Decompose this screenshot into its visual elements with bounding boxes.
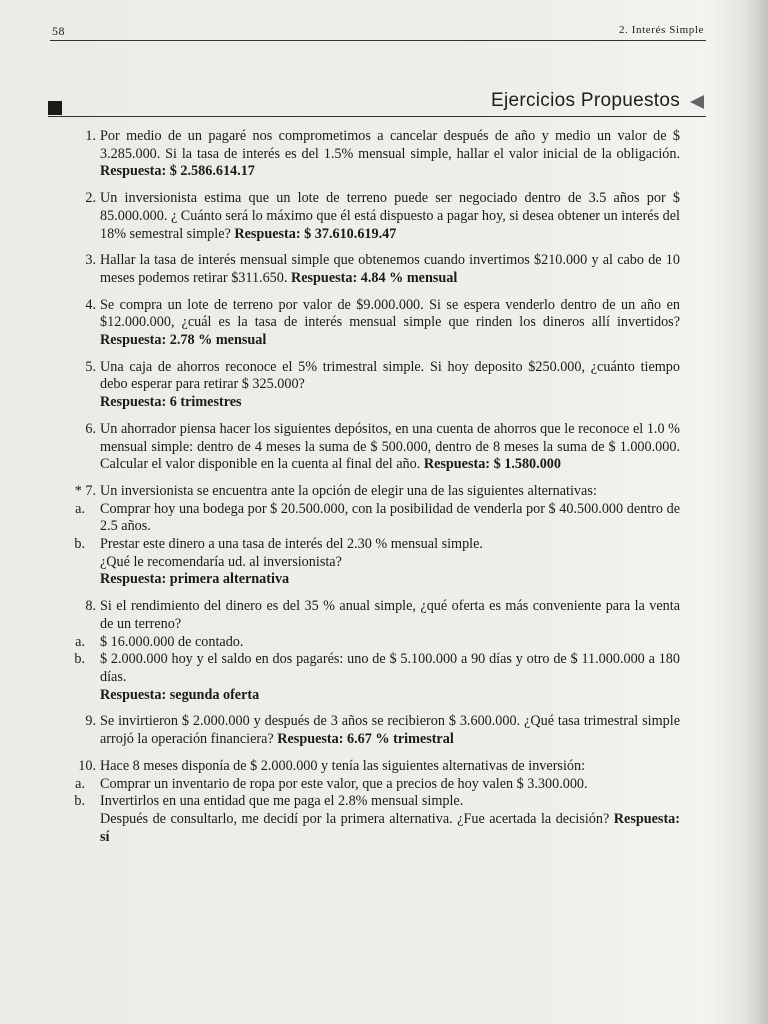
section-title: Ejercicios Propuestos: [491, 90, 680, 111]
exercise-answer: Respuesta: sí: [100, 810, 680, 845]
page-header: [50, 24, 706, 41]
exercise-item: [60, 713, 680, 748]
exercise-item: [60, 359, 680, 412]
alternative-letter: b.: [74, 793, 85, 810]
exercise-text: Se compra un lote de terreno por valor de $9.000.000. Si se espera venderlo dentro de un año en $12.000.000, ¿cuál es la tasa de interés mensual simple que rinden los dineros allí invertidos?: [100, 296, 680, 331]
exercise-number: 1.: [85, 128, 96, 144]
alternative-letter: a.: [75, 775, 85, 792]
exercise-answer: Respuesta: 6 trimestres: [100, 394, 242, 411]
exercise-item: [60, 190, 680, 243]
exercise-answer: Respuesta: 4.84 % mensual: [290, 269, 458, 286]
exercise-answer: Respuesta: primera alternativa: [100, 571, 290, 588]
chapter-title: 2. Interés Simple: [618, 24, 704, 36]
exercise-text: Se invirtieron $ 2.000.000 y después de 3 años se recibieron $ 3.600.000. ¿Qué tasa trimestral simple arrojó la operación financiera?: [100, 713, 680, 748]
alternative-item: [60, 776, 680, 794]
alternative-text: Comprar un inventario de ropa por este valor, que a precios de hoy valen $ 3.300.000.: [100, 775, 588, 792]
exercise-answer: Respuesta: $ 1.580.000: [423, 456, 561, 473]
alternative-item: [60, 793, 680, 811]
alternative-item: [60, 501, 680, 536]
exercise-text: Hace 8 meses disponía de $ 2.000.000 y tenía las siguientes alternativas de inversión:: [100, 757, 586, 774]
exercise-text: Por medio de un pagaré nos comprometimos a cancelar después de año y medio un valor de $ 3.285.000. Si la tasa de interés es del 1.5% mensual simple, hallar el valor inicial de la obligación.: [100, 128, 680, 162]
exercise-text: Una caja de ahorros reconoce el 5% trimestral simple. Si hoy deposito $250.000, ¿cuánto tiempo debo esperar para retirar $ 325.000?: [100, 358, 680, 393]
alternative-text: Invertirlos en una entidad que me paga el 2.8% mensual simple.: [100, 793, 464, 810]
exercise-text: Hallar la tasa de interés mensual simple que obtenemos cuando invertimos $210.000 y al cabo de 10 meses podemos retirar $311.650.: [100, 252, 680, 286]
square-marker-icon: [48, 101, 62, 115]
alternative-text: $ 2.000.000 hoy y el saldo en dos pagarés: uno de $ 5.100.000 a 90 días y otro de $ 11.000.000 a 180 días.: [100, 651, 680, 685]
exercise-item: [60, 421, 680, 474]
exercise-item: [60, 598, 680, 633]
triangle-left-icon: [690, 95, 704, 109]
exercise-answer: Respuesta: $ 37.610.619.47: [234, 225, 397, 242]
alternative-text: $ 16.000.000 de contado.: [100, 633, 244, 650]
exercise-number: 4.: [85, 296, 96, 313]
exercise-number: * 7.: [74, 482, 96, 499]
exercise-number: 8.: [85, 598, 96, 615]
page-edge-shadow: [742, 0, 768, 1024]
exercise-number: 10.: [78, 757, 96, 774]
exercise-answer: Respuesta: 6.67 % trimestral: [277, 731, 454, 748]
alternative-text: Prestar este dinero a una tasa de interés del 2.30 % mensual simple.: [100, 536, 483, 553]
alternative-letter: a.: [75, 500, 85, 517]
alternative-letter: b.: [74, 651, 85, 668]
exercise-item: [60, 297, 680, 350]
exercise-list: [60, 128, 680, 846]
exercise-item: [60, 128, 680, 181]
alternative-letter: b.: [74, 536, 85, 553]
exercise-text: Un inversionista se encuentra ante la opción de elegir una de las siguientes alternativas:: [100, 482, 597, 499]
exercise-number: 6.: [85, 420, 96, 437]
exercise-number: 5.: [85, 358, 96, 375]
page-number: 58: [52, 24, 65, 38]
alternative-item: [60, 634, 680, 652]
exercise-item: [60, 483, 680, 501]
exercise-item: [60, 758, 680, 776]
exercise-number: 9.: [85, 713, 96, 730]
exercise-closing: [60, 811, 680, 846]
exercise-number: 2.: [85, 190, 96, 207]
exercise-text: Si el rendimiento del dinero es del 35 % anual simple, ¿qué oferta es más conveniente para la venta de un terreno?: [100, 598, 680, 632]
alternative-item: [60, 651, 680, 686]
exercise-number: 3.: [85, 252, 96, 269]
exercise-text: Un ahorrador piensa hacer los siguientes depósitos, en una cuenta de ahorros que le reconoce el 1.0 % mensual simple: dentro de 4 meses la suma de $ 500.000, dentro de 8 meses la suma de $ 1.000.000. Calcular el valor disponible en la cuenta al final del año.: [100, 420, 680, 473]
exercise-item: [60, 252, 680, 287]
exercise-answer: Respuesta: $ 2.586.614.17: [100, 163, 255, 180]
alternative-item: [60, 536, 680, 554]
exercise-closing-text: Después de consultarlo, me decidí por la primera alternativa. ¿Fue acertada la decisión?: [100, 810, 610, 827]
exercise-answer: Respuesta: segunda oferta: [100, 686, 260, 703]
exercise-text: Un inversionista estima que un lote de terreno puede ser negociado dentro de 3.5 años por $ 85.000.000. ¿ Cuánto será lo máximo que él está dispuesto a pagar hoy, si desea obtener un interés del 18% semestral simple?: [100, 190, 680, 242]
exercise-question: ¿Qué le recomendaría ud. al inversionista?: [100, 553, 342, 570]
exercise-answer: Respuesta: 2.78 % mensual: [100, 332, 267, 349]
alternative-text: Comprar hoy una bodega por $ 20.500.000, con la posibilidad de venderla por $ 40.500.000 dentro de 2.5 años.: [100, 500, 680, 535]
alternative-letter: a.: [75, 633, 85, 650]
section-heading: [48, 88, 706, 117]
